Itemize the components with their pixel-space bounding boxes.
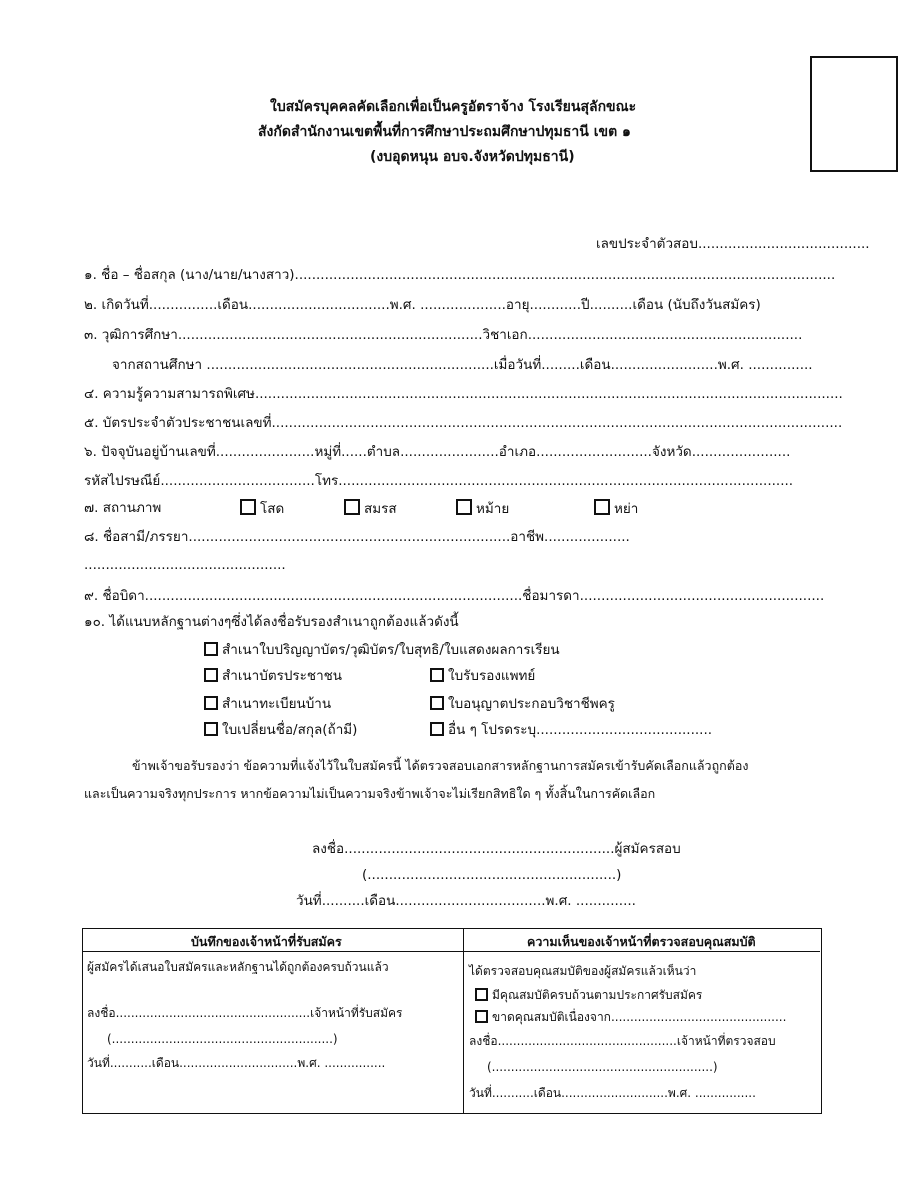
table-divider	[463, 929, 464, 1113]
left-box-date[interactable]: วันที่...........เดือน...............................พ.ศ. ................	[87, 1056, 386, 1070]
checkbox-icon[interactable]	[240, 499, 256, 515]
photo-box	[810, 56, 898, 172]
applicant-signature[interactable]: ลงชื่อ...............................................................ผู้สมัครสอบ	[312, 841, 681, 857]
checkbox-icon[interactable]	[475, 988, 488, 1001]
attachment-name-change[interactable]: ใบเปลี่ยนชื่อ/สกุล(ถ้ามี)	[204, 721, 357, 739]
field-address[interactable]: ๖. ปัจจุบันอยู่บ้านเลขที่.......................หมู่ที่......ตำบล.......................อำเภอ...........................จังหวัด.......................	[84, 444, 791, 460]
checkbox-icon[interactable]	[594, 499, 610, 515]
checkbox-icon[interactable]	[430, 668, 444, 682]
field-marital-status-label: ๗. สถานภาพ	[84, 500, 162, 516]
checkbox-icon[interactable]	[430, 696, 444, 710]
attachment-id-copy[interactable]: สำเนาบัตรประชาชน	[204, 667, 342, 685]
official-use-table	[82, 928, 822, 1114]
right-box-date[interactable]: วันที่...........เดือน............................พ.ศ. ................	[469, 1086, 756, 1100]
marital-option-married[interactable]: สมรส	[344, 499, 397, 518]
checkbox-icon[interactable]	[204, 668, 218, 682]
form-title-line3: (งบอุดหนุน อบจ.จังหวัดปทุมธานี)	[370, 149, 575, 165]
field-special-skills[interactable]: ๔. ความรู้ความสามารถพิเศษ.........................................................................................................................................	[84, 386, 843, 402]
right-box-signature[interactable]: ลงชื่อ...............................................เจ้าหน้าที่ตรวจสอบ	[469, 1034, 776, 1048]
left-box-printed-name[interactable]: (..........................................................)	[107, 1032, 338, 1046]
left-box-statement: ผู้สมัครได้เสนอใบสมัครและหลักฐานได้ถูกต้องครบถ้วนแล้ว	[87, 960, 389, 974]
marital-option-divorced[interactable]: หย่า	[594, 499, 638, 518]
right-box-statement: ได้ตรวจสอบคุณสมบัติของผู้สมัครแล้วเห็นว่า	[469, 964, 697, 978]
right-option-qualified[interactable]: มีคุณสมบัติครบถ้วนตามประกาศรับสมัคร	[475, 987, 702, 1003]
attachment-other[interactable]: อื่น ๆ โปรดระบุ.........................................	[430, 721, 712, 739]
attachment-medical[interactable]: ใบรับรองแพทย์	[430, 667, 535, 685]
form-title-line2: สังกัดสำนักงานเขตพื้นที่การศึกษาประถมศึกษาปทุมธานี เขต ๑	[258, 124, 631, 140]
field-education[interactable]: ๓. วุฒิการศึกษา.......................................................................วิชาเอก................................................................	[84, 327, 803, 343]
left-box-signature[interactable]: ลงชื่อ...................................................เจ้าหน้าที่รับสมัคร	[87, 1006, 403, 1020]
field-id-card[interactable]: ๕. บัตรประจำตัวประชาชนเลขที่.....................................................................................................................................	[84, 415, 843, 431]
right-box-printed-name[interactable]: (..........................................................)	[487, 1060, 718, 1074]
applicant-printed-name[interactable]: (..........................................................)	[362, 867, 622, 883]
field-spouse-cont[interactable]: ...............................................	[84, 557, 286, 573]
checkbox-icon[interactable]	[204, 696, 218, 710]
field-postcode-phone[interactable]: รหัสไปรษณีย์....................................โทร..........................................................................................................	[84, 473, 794, 489]
attachment-degree[interactable]: สำเนาใบปริญญาบัตร/วุฒิบัตร/ใบสุทธิ/ใบแสดงผลการเรียน	[204, 641, 560, 659]
checkbox-icon[interactable]	[475, 1010, 488, 1023]
checkbox-icon[interactable]	[204, 642, 218, 656]
checkbox-icon[interactable]	[204, 722, 218, 736]
field-institution[interactable]: จากสถานศึกษา ...................................................................เมื่อวันที่.........เดือน.........................พ.ศ. ...............	[112, 357, 813, 373]
checkbox-icon[interactable]	[344, 499, 360, 515]
field-parents[interactable]: ๙. ชื่อบิดา........................................................................................ชื่อมารดา.........................................................	[84, 588, 825, 604]
declaration-line2: และเป็นความจริงทุกประการ หากข้อความไม่เป็นความจริงข้าพเจ้าจะไม่เรียกสิทธิใด ๆ ทั้งสิ้นในการคัดเลือก	[84, 786, 656, 801]
left-box-title: บันทึกของเจ้าหน้าที่รับสมัคร	[191, 934, 342, 949]
checkbox-icon[interactable]	[456, 499, 472, 515]
declaration-line1: ข้าพเจ้าขอรับรองว่า ข้อความที่แจ้งไว้ในใบสมัครนี้ ได้ตรวจสอบเอกสารหลักฐานการสมัครเข้ารับคัดเลือกแล้วถูกต้อง	[132, 758, 749, 773]
marital-option-single[interactable]: โสด	[240, 499, 284, 518]
applicant-sign-date[interactable]: วันที่..........เดือน...................................พ.ศ. ..............	[296, 893, 636, 909]
right-option-unqualified[interactable]: ขาดคุณสมบัติเนื่องจาก..............................................	[475, 1009, 786, 1025]
right-box-title: ความเห็นของเจ้าหน้าที่ตรวจสอบคุณสมบัติ	[527, 934, 756, 949]
exam-id[interactable]: เลขประจำตัวสอบ........................................	[596, 236, 870, 252]
marital-option-widowed[interactable]: หม้าย	[456, 499, 509, 518]
field-spouse[interactable]: ๘. ชื่อสามี/ภรรยา...........................................................................อาชีพ....................	[84, 529, 630, 545]
field-attachments-label: ๑๐. ได้แนบหลักฐานต่างๆซึ่งได้ลงชื่อรับรองสำเนาถูกต้องแล้วดังนี้	[84, 614, 459, 630]
field-birthdate-age[interactable]: ๒. เกิดวันที่................เดือน.................................พ.ศ. ....................อายุ............ปี..........เดือน (นับถึงวันสมัคร)	[84, 297, 761, 313]
attachment-house-reg[interactable]: สำเนาทะเบียนบ้าน	[204, 695, 331, 713]
attachment-teaching-license[interactable]: ใบอนุญาตประกอบวิชาชีพครู	[430, 695, 615, 713]
checkbox-icon[interactable]	[430, 722, 444, 736]
field-fullname[interactable]: ๑. ชื่อ – ชื่อสกุล (นาง/นาย/นางสาว)..............................................................................................................................	[84, 267, 836, 283]
form-title-line1: ใบสมัครบุคคลคัดเลือกเพื่อเป็นครูอัตราจ้าง โรงเรียนสุลักขณะ	[270, 99, 637, 115]
